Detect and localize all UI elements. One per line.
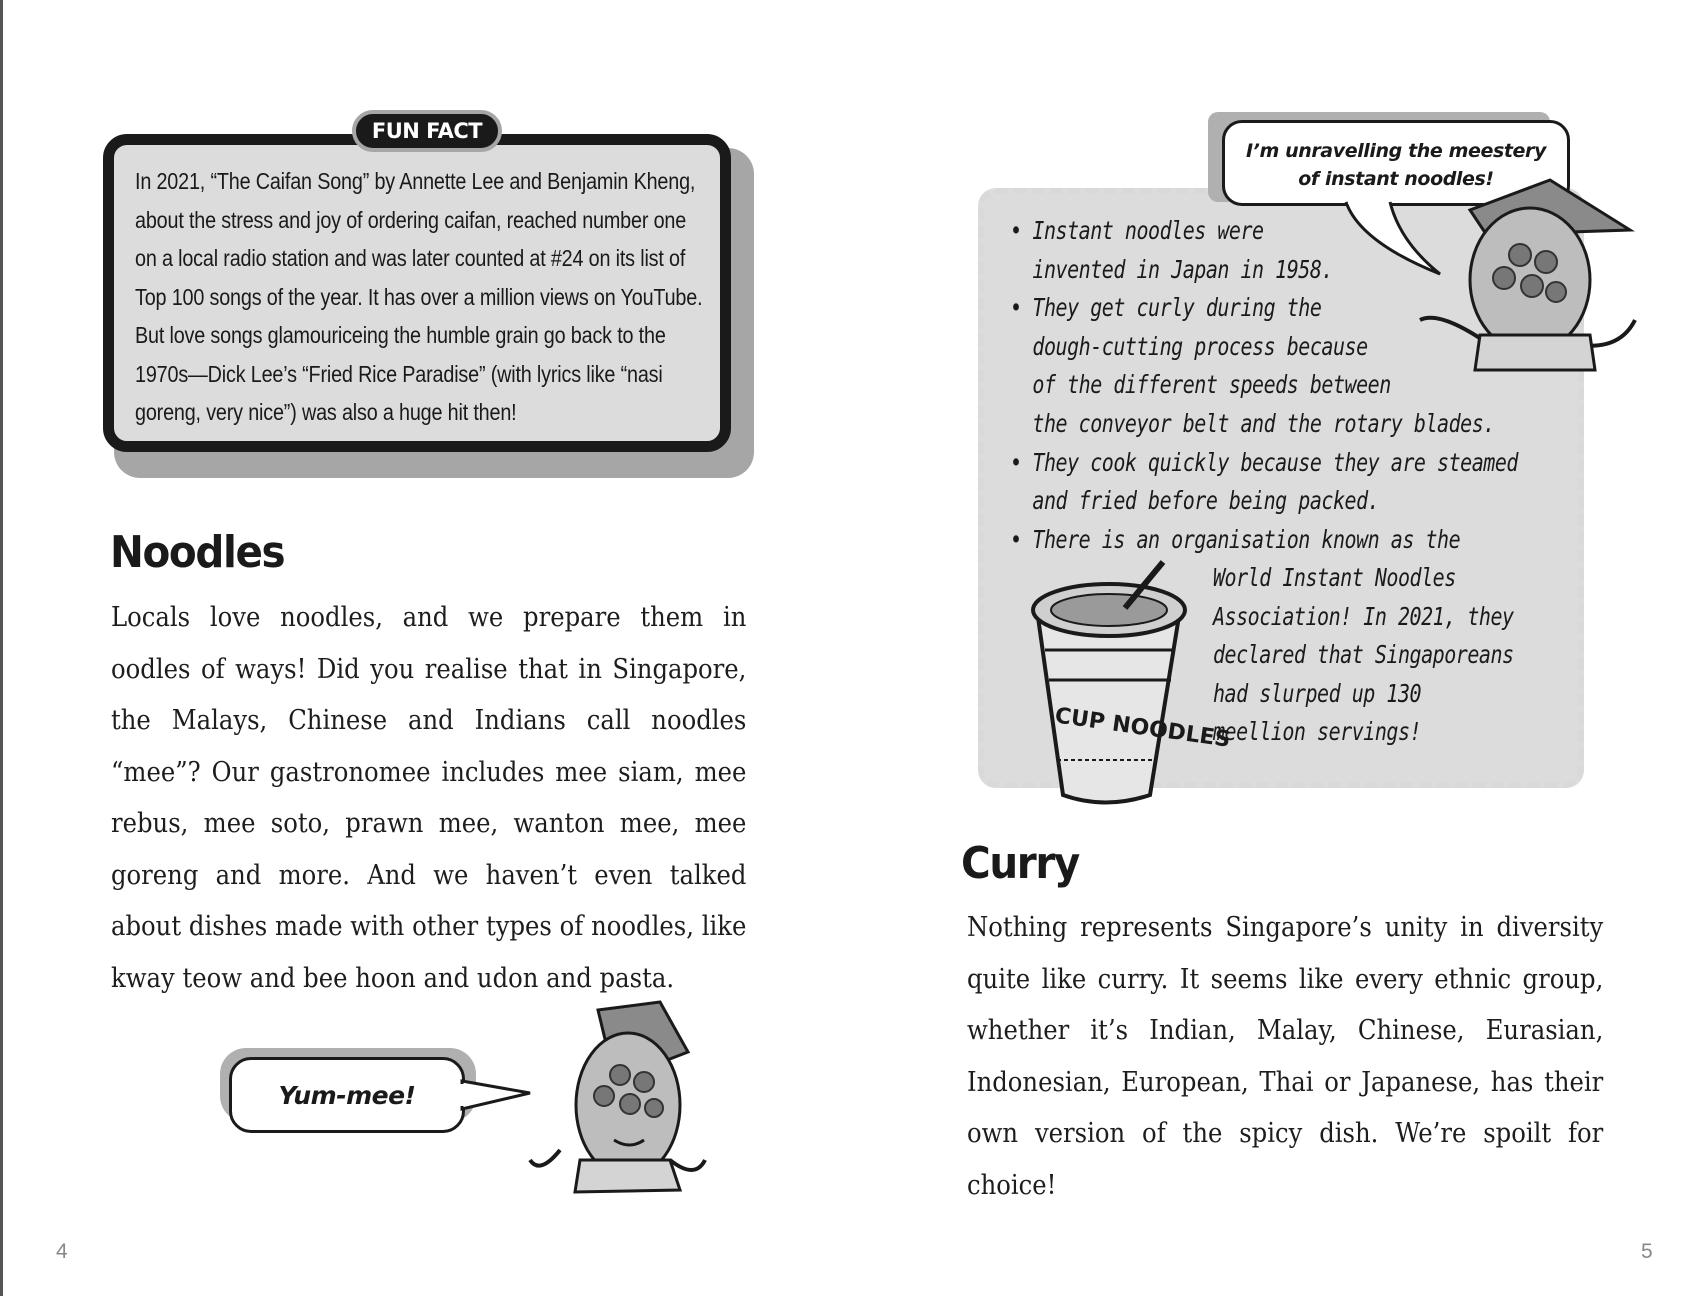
yum-speech-bubble: Yum-mee! [229,1057,465,1133]
cup-noodles-icon [1015,570,1232,810]
fact-continued-text: World Instant Noodles Association! In 2021, they declared that Singaporeans had slurped up 130 meellion servings! [1213,563,1514,747]
page-number-left: 4 [56,1240,68,1263]
fun-fact-label: FUN FACT [352,110,502,152]
octopus-explorer-icon [1400,170,1650,380]
top-bubble-line2: of instant noodles! [1298,168,1494,190]
octopus-character-icon [520,1000,710,1200]
top-bubble-line1: I’m unravelling the meestery [1245,140,1546,162]
curry-heading: Curry [961,838,1079,889]
noodles-heading: Noodles [110,527,285,578]
page-number-right: 5 [1641,1240,1653,1263]
fact-item: • There is an organisation known as the [1010,521,1518,560]
cup-noodles-label: CUP NOODLES [1053,703,1232,753]
page-spine [0,0,3,1296]
fun-fact-text: In 2021, “The Caifan Song” by Annette Lee and Benjamin Kheng, about the stress and joy of ordering caifan, reached number one on a local radio station and was later counted at #24 on its list of Top 100 songs of the year. It has over a million views on YouTube. But love songs glamouriceing the humble grain go back to the 1970s—Dick Lee’s “Fried Rice Paradise” (with lyrics like “nasi goreng, very nice”) was also a huge hit then! [135,168,703,425]
fact-item: • They cook quickly because they are steamed and fried before being packed. [1010,444,1518,521]
fact-item: • They get curly during the dough-cutting process because of the different speeds between the conveyor belt and the rotary blades. [1010,289,1518,443]
fact-item: • Instant noodles were invented in Japan in 1958. [1010,212,1518,289]
noodles-body: Locals love noodles, and we prepare them in oodles of ways! Did you realise that in Singapore, the Malays, Chinese and Indians call noodles “mee”? Our gastronomee includes mee siam, mee rebus, mee soto, prawn mee, wanton mee, mee goreng and more. And we haven’t even talked about dishes made with other types of noodles, like kway teow and bee hoon and udon and pasta. [111,602,747,994]
curry-body: Nothing represents Singapore’s unity in diversity quite like curry. It seems like every ethnic group, whether it’s Indian, Malay, Chinese, Eurasian, Indonesian, European, Thai or Japanese, has their own version of the spicy dish. We’re spoilt for choice! [967,912,1604,1201]
